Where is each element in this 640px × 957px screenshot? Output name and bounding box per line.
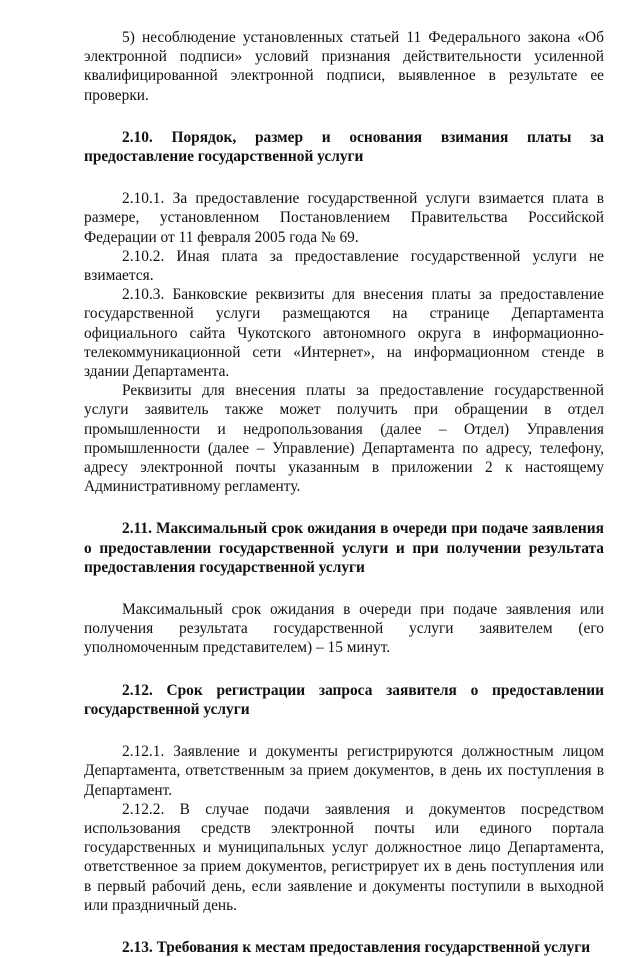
document-page bbox=[84, 0, 604, 957]
paragraph-2-12-1: 2.12.1. Заявление и документы регистрируются должностным лицом Департамента, ответственным за прием документов, в день их поступления в Департамент. bbox=[84, 743, 604, 799]
paragraph-intro: 5) несоблюдение установленных статьей 11 Федерального закона «Об электронной подписи» условий признания действительности усиленной квалифицированной электронной подписи, выявленное в результате ее проверки. bbox=[84, 29, 604, 104]
heading-2-10: 2.10. Порядок, размер и основания взимания платы за предоставление государственной услуги bbox=[84, 128, 604, 166]
paragraph-2-10-1: 2.10.1. За предоставление государственной услуги взимается плата в размере, установленном Постановлением Правительства Российской Федерации от 11 февраля 2005 года № 69. bbox=[84, 190, 604, 246]
paragraph-2-12-2: 2.12.2. В случае подачи заявления и документов посредством использования средств электронной почты или единого портала государственных и муниципальных услуг должностное лицо Департамента, ответственное за прием документов, регистрирует их в день поступления или в первый рабочий день, если заявление и документы поступили в выходной или праздничный день. bbox=[84, 800, 604, 914]
heading-2-13: 2.13. Требования к местам предоставления государственной услуги bbox=[122, 938, 591, 956]
heading-2-12: 2.12. Срок регистрации запроса заявителя о предоставлении государственной услуги bbox=[84, 681, 604, 718]
paragraph-2-11: Максимальный срок ожидания в очереди при подаче заявления или получения результата государственной услуги заявителем (его уполномоченным представителем) – 15 минут. bbox=[84, 601, 604, 657]
paragraph-2-10-3: 2.10.3. Банковские реквизиты для внесения платы за предоставление государственной услуги размещаются на странице Департамента официального сайта Чукотского автономного округа в информационно-телекоммуникационной сети «Интернет», на информационном стенде в здании Департамента. bbox=[84, 286, 604, 381]
top-margin bbox=[84, 0, 604, 28]
paragraph-2-10-3-requisites: Реквизиты для внесения платы за предоставление государственной услуги заявитель также может получить при обращении в отдел промышленности и недропользования (далее – Отдел) Управления промышленности (далее – Управление) Департамента по адресу, телефону, адресу электронной почты указанным в приложении 2 к настоящему Административному регламенту. bbox=[84, 382, 604, 496]
paragraph-2-10-2: 2.10.2. Иная плата за предоставление государственной услуги не взимается. bbox=[84, 247, 604, 285]
heading-2-11: 2.11. Максимальный срок ожидания в очереди при подаче заявления о предоставлении государственной услуги и при получении результата предоставления государственной услуги bbox=[84, 520, 604, 576]
